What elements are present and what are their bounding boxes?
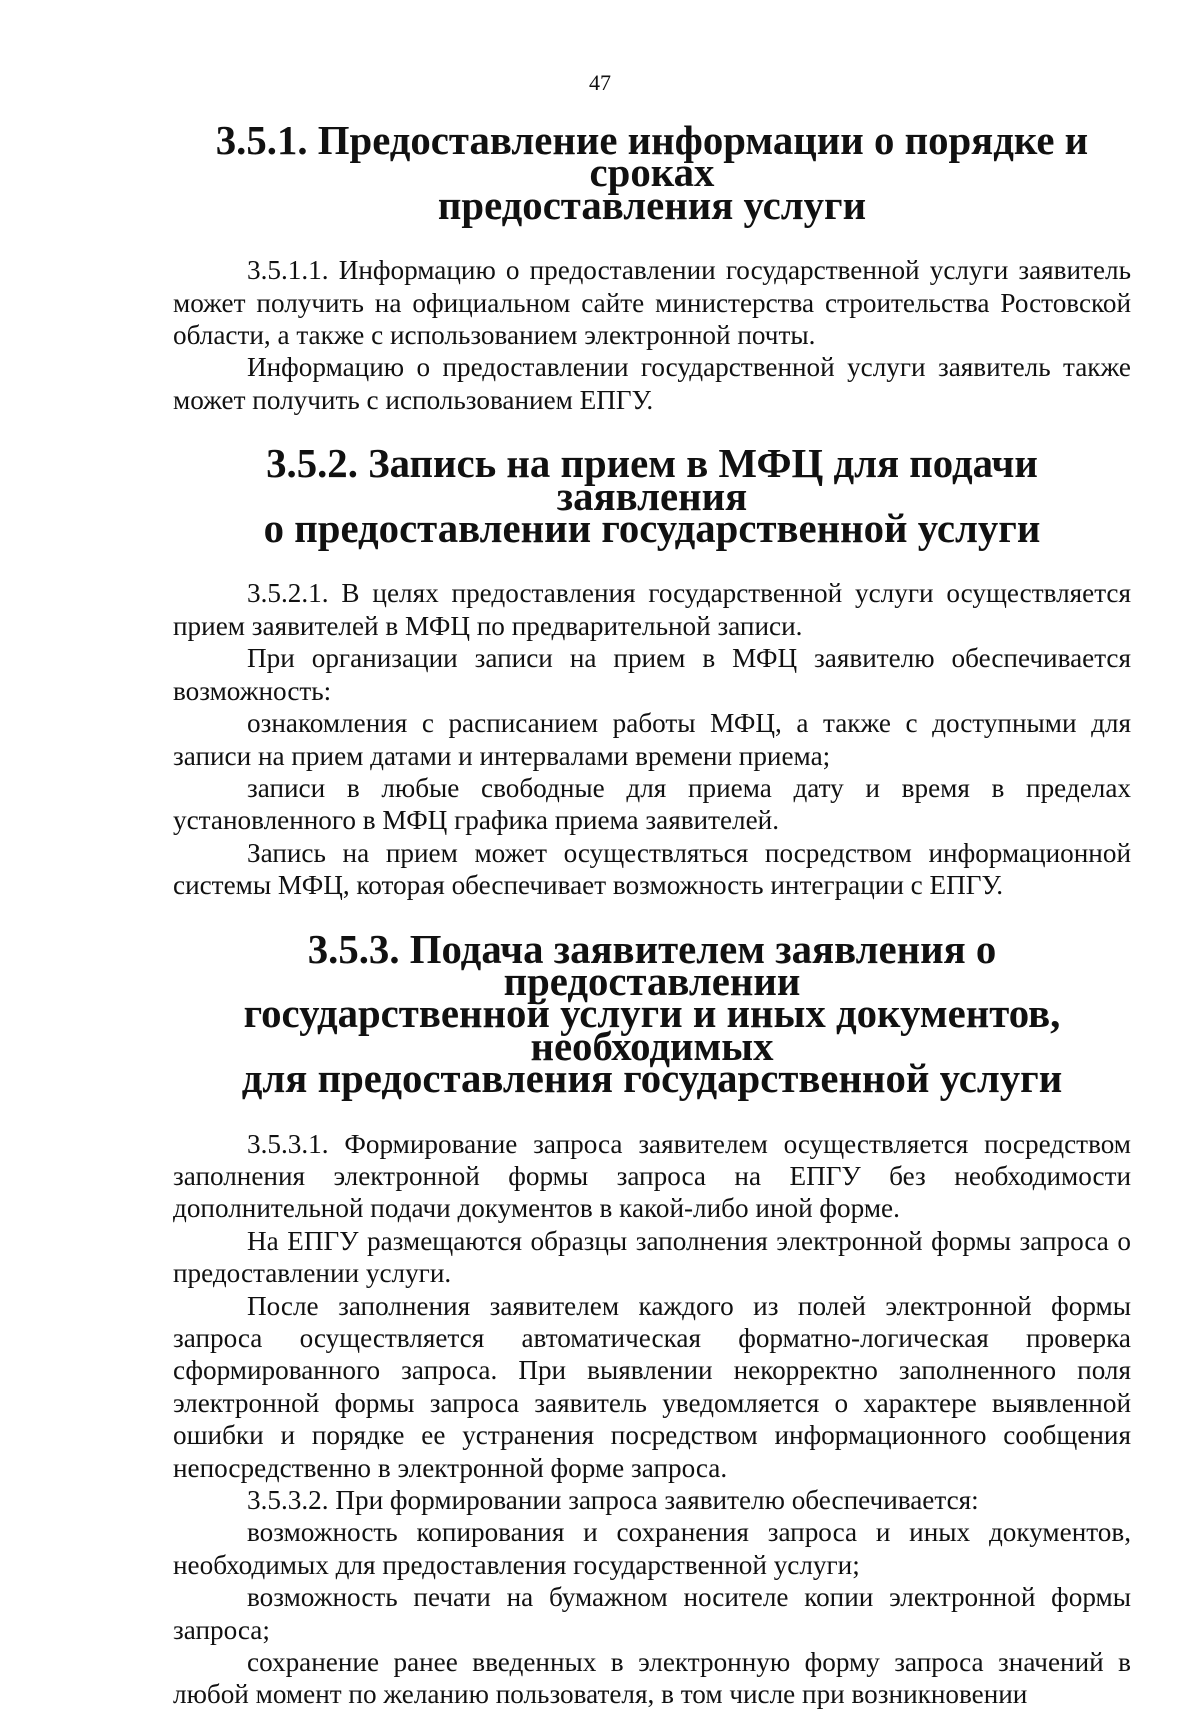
section-3-5-2 [173, 441, 1131, 901]
heading-line: 3.5.1. Предоставление информации о порядке и сроках [215, 118, 1089, 196]
paragraph: Информацию о предоставлении государственной услуги заявитель также может получить с использованием ЕПГУ. [173, 352, 1131, 415]
section-heading [173, 118, 1131, 228]
section-heading [173, 926, 1131, 1102]
paragraph: 3.5.3.2. При формировании запроса заявителю обеспечивается: [247, 1485, 979, 1516]
section-heading [173, 441, 1131, 552]
paragraph: 3.5.3.1. Формирование запроса заявителем осуществляется посредством заполнения электронной формы запроса на ЕПГУ без необходимости дополнительной подачи документов в какой-либо иной форме. [173, 1128, 1131, 1224]
section-3-5-3 [173, 926, 1131, 1711]
list-item: возможность печати на бумажном носителе копии электронной формы запроса; [173, 1582, 1131, 1645]
heading-line: 3.5.3. Подача заявителем заявления о предоставлении [307, 926, 997, 1004]
page-number: 47 [589, 70, 611, 95]
list-item: ознакомления с расписанием работы МФЦ, а также с доступными для записи на прием датами и интервалами времени приема; [173, 708, 1131, 771]
paragraph: На ЕПГУ размещаются образцы заполнения электронной формы запроса о предоставлении услуги. [173, 1225, 1131, 1289]
paragraph: 3.5.1.1. Информацию о предоставлении государственной услуги заявитель может получить на официальном сайте министерства строительства Ростовской области, а также с использованием электронной почты. [173, 255, 1131, 351]
paragraph: При организации записи на прием в МФЦ заявителю обеспечивается возможность: [173, 643, 1131, 706]
heading-line: для предоставления государственной услуги [241, 1056, 1063, 1102]
heading-line: о предоставлении государственной услуги [263, 506, 1041, 552]
document-body [173, 118, 1131, 1711]
paragraph: 3.5.2.1. В целях предоставления государственной услуги осуществляется прием заявителей в МФЦ по предварительной записи. [173, 578, 1131, 641]
list-item: возможность копирования и сохранения запроса и иных документов, необходимых для предоставления государственной услуги; [173, 1517, 1131, 1580]
section-3-5-1 [173, 118, 1131, 416]
list-item: сохранение ранее введенных в электронную форму запроса значений в любой момент по желанию пользователя, в том числе при возникновении [173, 1647, 1131, 1710]
paragraph: Запись на прием может осуществляться посредством информационной системы МФЦ, которая обеспечивает возможность интеграции с ЕПГУ. [173, 837, 1131, 901]
heading-line: 3.5.2. Запись на прием в МФЦ для подачи заявления [266, 441, 1038, 519]
heading-line: предоставления услуги [437, 182, 867, 228]
paragraph: После заполнения заявителем каждого из полей электронной формы запроса осуществляется автоматическая форматно-логическая проверка сформированного запроса. При выявлении некорректно заполненного поля электронной формы запроса заявитель уведомляется о характере выявленной ошибки и порядке ее устранения посредством информационного сообщения непосредственно в электронной форме запроса. [173, 1290, 1131, 1483]
heading-line: государственной услуги и иных документов, необходимых [243, 991, 1061, 1069]
list-item: записи в любые свободные для приема дату и время в пределах установленного в МФЦ графика приема заявителей. [173, 772, 1131, 836]
